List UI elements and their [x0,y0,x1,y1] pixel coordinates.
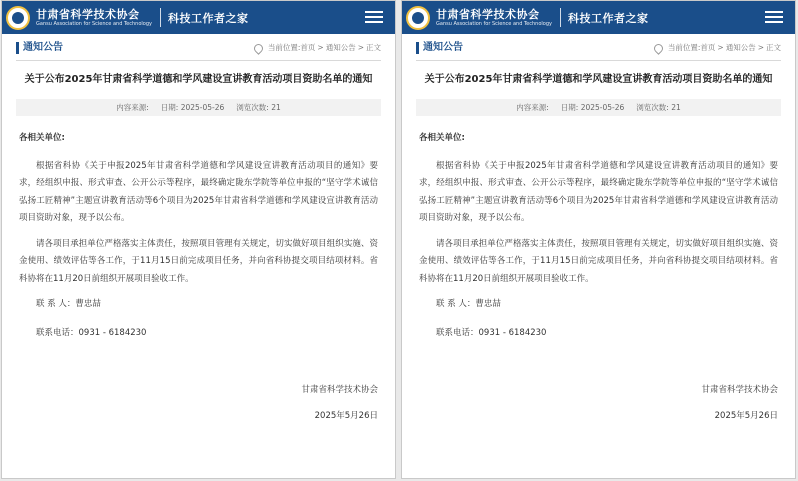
org-logo[interactable] [6,6,30,30]
org-name-en: Gansu Association for Science and Technology [436,20,552,27]
header-divider [160,8,161,27]
contact-phone: 联系电话：0931 - 6184230 [36,327,147,338]
breadcrumb-separator: > [317,43,324,52]
org-name[interactable] [436,8,552,28]
article-signature: 甘肃省科学技术协会 [301,385,378,395]
breadcrumb-home[interactable]: 首页 [700,43,716,52]
article-meta [416,99,781,116]
location-pin-icon [252,42,265,55]
article-meta [16,99,381,116]
menu-icon[interactable] [765,11,783,24]
site-title: 科技工作者之家 [567,11,649,25]
breadcrumb-separator: > [357,43,364,52]
org-name[interactable] [36,8,152,28]
breadcrumb-notices[interactable]: 通知公告 [325,43,356,52]
header-divider [560,8,561,27]
article-paragraph: 根据省科协《关于申报2025年甘肃省科学道德和学风建设宣讲教育活动项目的通知》要求，经组织申报、形式审查、公开公示等程序，最终确定陇东学院等单位申报的“坚守学术诚信 弘扬工匠精神”主题宣讲教育活动等6个项目为2025年甘肃省科学道德和学风建设宣讲教育活动项目资助对象，现予以公布。 [19,160,378,223]
section-title: 通知公告 [16,42,63,54]
org-logo[interactable] [406,6,430,30]
breadcrumb-current: 正文 [766,43,781,52]
breadcrumb [654,43,781,53]
breadcrumb-prefix: 当前位置: [267,43,301,52]
breadcrumb-home[interactable]: 首页 [300,43,316,52]
breadcrumb-separator: > [717,43,724,52]
contact-person: 联 系 人：曹忠喆 [436,299,501,309]
breadcrumb [254,43,381,53]
meta-views: 浏览次数: 21 [236,103,281,112]
contact-phone: 联系电话：0931 - 6184230 [436,327,547,338]
page-panel-right [401,0,796,479]
breadcrumb-current: 正文 [366,43,381,52]
breadcrumb-separator: > [757,43,764,52]
site-header [402,1,795,34]
section-title: 通知公告 [416,42,463,54]
meta-date: 日期: 2025-05-26 [560,103,625,112]
article-body [419,130,778,425]
article-signature: 甘肃省科学技术协会 [701,385,778,395]
site-header [2,1,395,34]
site-title: 科技工作者之家 [167,11,249,25]
breadcrumb-notices[interactable]: 通知公告 [725,43,756,52]
article-greeting: 各相关单位: [419,133,465,143]
article-paragraph: 请各项目承担单位严格落实主体责任，按照项目管理有关规定，切实做好项目组织实施、资金使用、绩效评估等各工作，于11月15日前完成项目任务，并向省科协提交项目结项材料。省科协将在11月20日前组织开展项目验收工作。 [19,238,378,284]
page-panel-left [1,0,396,479]
article-paragraph: 请各项目承担单位严格落实主体责任，按照项目管理有关规定，切实做好项目组织实施、资金使用、绩效评估等各工作，于11月15日前完成项目任务，并向省科协提交项目结项材料。省科协将在11月20日前组织开展项目验收工作。 [419,238,778,284]
menu-icon[interactable] [365,11,383,24]
org-name-cn: 甘肃省科学技术协会 [436,7,540,21]
section-bar [416,38,781,61]
meta-date: 日期: 2025-05-26 [160,103,225,112]
article-title: 关于公布2025年甘肃省科学道德和学风建设宣讲教育活动项目资助名单的通知 [24,74,373,85]
location-pin-icon [652,42,665,55]
meta-source: 内容来源: [116,103,149,112]
article-paragraph: 根据省科协《关于申报2025年甘肃省科学道德和学风建设宣讲教育活动项目的通知》要求，经组织申报、形式审查、公开公示等程序，最终确定陇东学院等单位申报的“坚守学术诚信 弘扬工匠精神”主题宣讲教育活动等6个项目为2025年甘肃省科学道德和学风建设宣讲教育活动项目资助对象，现予以公布。 [419,160,778,223]
article-greeting: 各相关单位: [19,133,65,143]
article-title: 关于公布2025年甘肃省科学道德和学风建设宣讲教育活动项目资助名单的通知 [424,74,773,85]
section-bar [16,38,381,61]
meta-views: 浏览次数: 21 [636,103,681,112]
contact-person: 联 系 人：曹忠喆 [36,299,101,309]
article-sign-date: 2025年5月26日 [714,410,778,421]
org-name-cn: 甘肃省科学技术协会 [36,7,140,21]
breadcrumb-prefix: 当前位置: [667,43,701,52]
meta-source: 内容来源: [516,103,549,112]
org-name-en: Gansu Association for Science and Technology [36,20,152,27]
article-body [19,130,378,425]
article-sign-date: 2025年5月26日 [314,410,378,421]
